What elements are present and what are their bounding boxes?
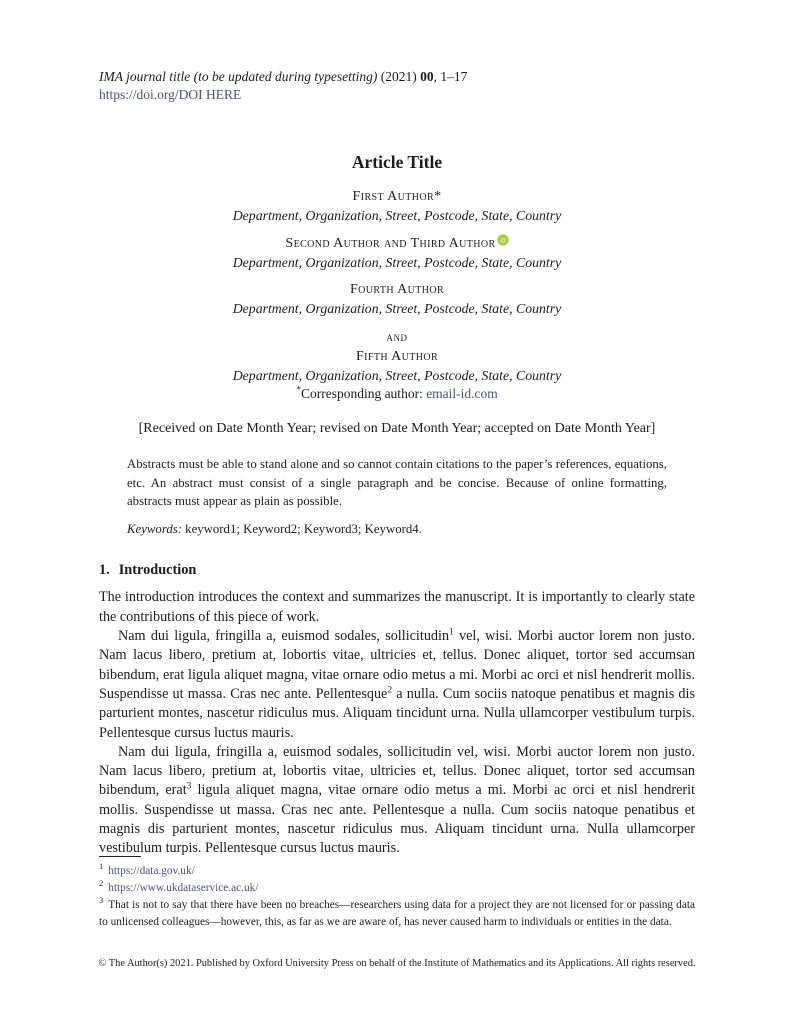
authors-block [99,188,695,403]
author-name-fifth: Fifth Author [355,349,439,365]
author-group-fourth [99,281,695,318]
and-separator: and [386,329,408,345]
abstract-text: Abstracts must be able to stand alone and so cannot contain citations to the paper’s references, equations, etc. An abstract must consist of a single paragraph and be concise. Because of online formatting, abstracts must appear as plain as possible. [127,457,667,509]
keywords-line [127,520,667,538]
orcid-icon[interactable] [497,234,509,246]
footnote-marker-1: 1 [99,861,104,872]
author-group-first [99,188,695,225]
footnote-marker-2: 2 [99,878,104,889]
body-paragraph-2 [99,743,695,859]
article-title: Article Title [351,152,443,173]
corresponding-author-line [99,385,695,403]
footnote-marker-3: 3 [99,895,104,906]
section-title: Introduction [118,562,197,579]
author-group-second-third [99,234,695,272]
copyright-notice: © The Author(s) 2021. Published by Oxford University Press on behalf of the Institute of Mathematics and its Applications. All rights reserved. [98,958,696,969]
paragraph-text: a nulla. Cum sociis natoque penatibus et magnis dis parturient montes, nascetur ridiculus mus. Aliquam tincidunt urna. Nulla ullamcorper vestibulum turpis. Pellentesque cursus luctus mauris. [99,685,695,741]
journal-header [99,68,695,104]
corresponding-label: Corresponding author: [300,386,427,402]
journal-citation-line [99,68,695,86]
footnote-ref-3: 3 [186,781,192,792]
author-name-text: Second Author and Third Author [285,236,496,252]
paragraph-text: Nam dui ligula, fringilla a, euismod sodales, sollicitudin vel, wisi. Morbi auctor lorem non justo. Nam lacus libero, pretium at, lobortis vitae, ultricies et, tellus. Donec aliquet, tortor sed accumsan bibendum, erat [99,743,695,799]
author-name-fourth: Fourth Author [349,282,445,298]
doi-link[interactable]: https://doi.org/DOI HERE [99,87,242,103]
footnote-link-2[interactable]: https://www.ukdataservice.ac.uk/ [108,881,259,894]
paragraph-text: Nam dui ligula, fringilla a, euismod sodales, sollicitudin [118,627,450,644]
footnote-item-1 [99,863,695,880]
keywords-label: Keywords: [127,522,182,537]
intro-paragraph: The introduction introduces the context and summarizes the manuscript. It is importantly to clearly state the contributions of this piece of work. [99,589,695,625]
footnote-item-3 [99,897,695,931]
footnote-ref-2: 2 [387,685,393,696]
footnote-ref-1: 1 [449,627,454,638]
footnote-rule [99,856,141,857]
journal-title-text: IMA journal title (to be updated during typesetting) [99,69,378,84]
keywords-list: keyword1; Keyword2; Keyword3; Keyword4. [181,522,422,537]
body-paragraph-1 [99,627,695,743]
journal-year: (2021) [377,69,421,84]
journal-volume: 00 [420,69,434,84]
section-heading-introduction [99,560,695,580]
author-group-fifth [99,348,695,403]
svg-text:iD: iD [499,237,506,245]
journal-pages: , 1–17 [433,69,468,84]
paragraph-text: ligula aliquet magna, vitae ornare odio metus a mi. Morbi ac orci et nisl hendrerit mollis. Suspendisse ut massa. Cras nec ante. Pellentesque a nulla. Cum sociis natoque penatibus et magnis dis parturient montes, nascetur ridiculus mus. Aliquam tincidunt urna. Nulla ullamcorper vestibulum turpis. Pellentesque cursus luctus mauris. [99,782,695,857]
author-affiliation-fifth: Department, Organization, Street, Postcode, State, Country [232,368,562,384]
received-dates-line: [Received on Date Month Year; revised on Date Month Year; accepted on Date Month Year] [138,421,656,437]
author-affiliation-first: Department, Organization, Street, Postcode, State, Country [232,208,562,224]
footnote-link-1[interactable]: https://data.gov.uk/ [108,865,195,877]
section-number: 1. [99,562,110,579]
footnote-text-3: That is not to say that there have been no breaches—researchers using data for a project they are not licensed for or passing data to unlicensed colleagues—however, this, as far as we are aware of, has never caused harm to individuals or entities in the data. [99,898,695,928]
author-name-first: First Author* [352,189,442,205]
author-affiliation-second-third: Department, Organization, Street, Postcode, State, Country [232,255,562,271]
corresponding-marker: * [296,385,301,396]
email-link[interactable]: email-id.com [426,386,498,402]
paragraph-text: vel, wisi. Morbi auctor lorem non justo. Nam lacus libero, pretium at, lobortis vitae, ultricies et, tellus. Donec aliquet, tortor sed accumsan bibendum, erat ligula aliquet magna, vitae ornare odio metus a mi. Morbi ac orci et nisl hendrerit mollis. Suspendisse ut massa. Cras nec ante. Pellentesque [99,627,695,702]
author-name-second-third [99,234,695,253]
footnote-item-2 [99,880,695,897]
author-affiliation-fourth: Department, Organization, Street, Postcode, State, Country [232,301,562,317]
doi-line [99,86,695,104]
footnotes-block [99,856,695,931]
